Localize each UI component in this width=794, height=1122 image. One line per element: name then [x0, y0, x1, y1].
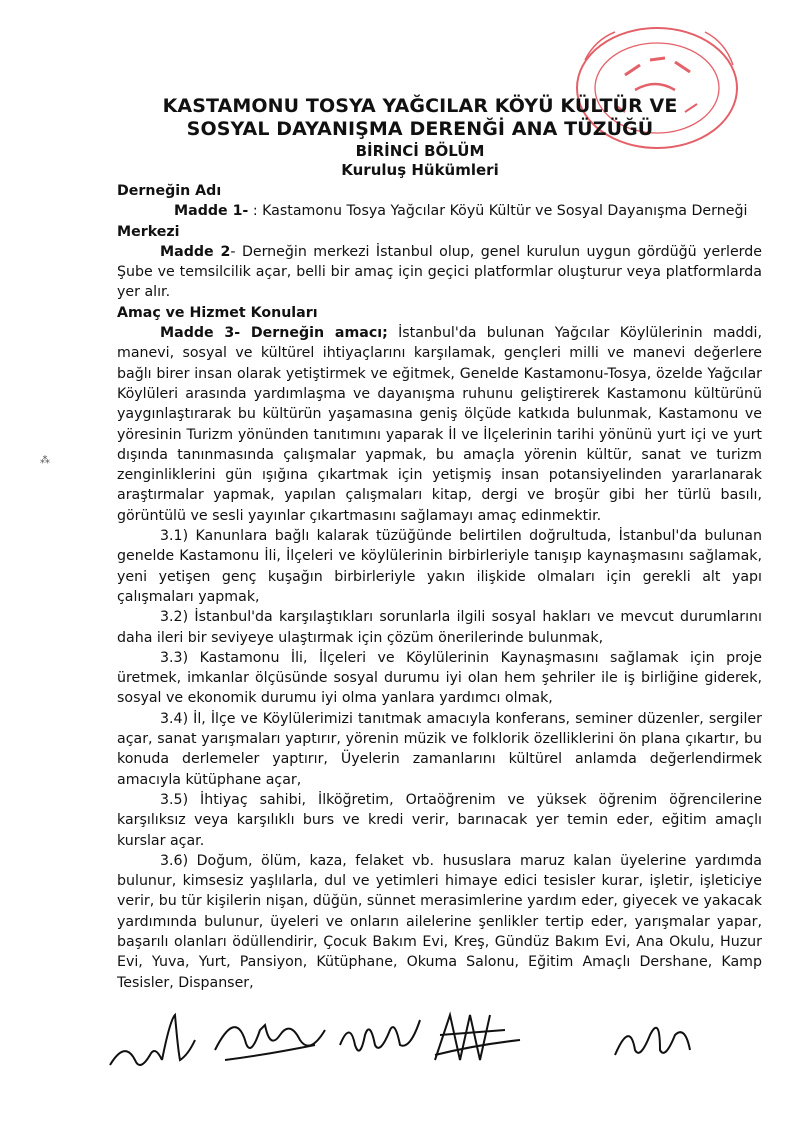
item-3-4: 3.4) İl, İlçe ve Köylülerimizi tanıtmak amacıyla konferans, seminer düzenler, sergiler açar, sanat yarışmaları yaptırır, yörenin müzik ve folklorik özelliklerini ön plana çıkartır, bu konuda derlemeler yaptırır, Üyelerin zamanlarını kültürel anlamda değerlendirmek amacıyla kütüphane açar,: [117, 710, 762, 788]
signature-1: [100, 1000, 200, 1090]
madde-1: [117, 201, 762, 221]
madde-2: [117, 242, 762, 303]
signature-2: [205, 1000, 335, 1090]
section-heading: BİRİNCİ BÖLÜM: [355, 142, 485, 160]
section-subtitle: Kuruluş Hükümleri: [341, 161, 499, 179]
madde-1-label: Madde 1-: [174, 203, 249, 220]
item-3-5: 3.5) İhtiyaç sahibi, İlköğretim, Ortaöğrenim ve yüksek öğrenim öğrencilerine karşılıksız veya karşılıklı burs ve kredi verir, barınacak yer temin eder, eğitim amaçlı kurslar açar.: [117, 791, 762, 849]
heading-dernegin-adi: Derneğin Adı: [117, 183, 222, 199]
signature-4: [425, 1000, 525, 1090]
madde-2-label: Madde 2: [160, 243, 231, 260]
madde-3: [117, 323, 762, 526]
item-3-3: 3.3) Kastamonu İli, İlçeleri ve Köylülerinin Kaynaşmasını sağlamak için proje üretmek, imkanlar ölçüsünde sosyal durumu iyi olan hem şehriler ile iş birliğine giderek, sosyal ve ekonomik durumu iyi olma yanlara yardımcı olmak,: [117, 649, 762, 707]
madde-3-text: İstanbul'da bulunan Yağcılar Köylülerinin maddi, manevi, sosyal ve kültürel ihtiyaçlarını karşılamak, gençleri milli ve manevi değerlere bağlı birer insan olarak yetiştirmek ve eğitmek, Genelde Kastamonu-Tosya, özelde Yağcılar Köylüleri arasında yardımlaşma ve dayanışma ruhunu geliştirerek Kastamonu kültürünü yaygınlaştırarak bu kültürün yaşamasına geniş ölçüde katkıda bulunmak, Kastamonu ve yöresinin Turizm yönünden tanıtımını yaparak İl ve İlçelerinin tarihi yönünü yurt içi ve yurt dışında tanınmasında çalışmalar yapmak, bu amaçla yörenin kültür, sanat ve turizm zenginliklerini gün ışığına çıkartmak için yetişmiş insan potansiyelinden yararlanarak araştırmalar yapmak, yapılan çalışmaları kitap, dergi ve broşür gibi her türlü basılı, görüntülü ve sesli yayınlar çıkartmasını sağlamayı amaç edinmektir.: [117, 325, 762, 524]
madde-2-text: - Derneğin merkezi İstanbul olup, genel kurulun uygun gördüğü yerlerde Şube ve temsilcilik açar, belli bir amaç için geçici platformlar oluşturur veya platformlarda yer alır.: [117, 243, 762, 301]
document-body: [117, 181, 762, 993]
heading-merkezi: Merkezi: [117, 223, 180, 240]
madde-3-label: Madde 3- Derneğin amacı;: [160, 325, 388, 342]
item-3-1: 3.1) Kanunlara bağlı kalarak tüzüğünde belirtilen doğrultuda, İstanbul'da bulunan genelde Kastamonu İli, İlçeleri ve köylülerinin birbirleriyle tanışıp kaynaşmasını sağlamak, yeni yetişen genç kuşağın birbirleriyle yakın ilişkide olmaları için gerekli alt yapı çalışmaları yapmak,: [117, 528, 762, 605]
heading-amac: Amaç ve Hizmet Konuları: [117, 304, 318, 321]
document-title-line2: SOSYAL DAYANIŞMA DERENĞİ ANA TÜZÜĞÜ: [186, 118, 654, 140]
document-title-line1: KASTAMONU TOSYA YAĞCILAR KÖYÜ KÜLTÜR VE: [162, 95, 678, 117]
item-3-6: 3.6) Doğum, ölüm, kaza, felaket vb. hususlara maruz kalan üyelerine yardımda bulunur, kimsesiz yaşlılarla, dul ve yetimleri himaye edici tesisler kurar, işletir, işleticiye verir, bu tür kişilerin nişan, düğün, sünnet merasimlerine yardım eder, giyecek ve yakacak yardımında bulunur, üyeleri ve onların ailelerine şenlikler tertip eder, yarışmalar yapar, başarılı olanları ödüllendirir, Çocuk Bakım Evi, Kreş, Gündüz Bakım Evi, Ana Okulu, Huzur Evi, Yuva, Yurt, Pansiyon, Kütüphane, Okuma Salonu, Eğitim Amaçlı Dershane, Kamp Tesisler, Dispanser,: [117, 852, 762, 991]
margin-mark: ⁂: [40, 455, 50, 466]
signature-5: [605, 1000, 695, 1090]
signature-3: [335, 1000, 425, 1090]
madde-1-text: : Kastamonu Tosya Yağcılar Köyü Kültür ve Sosyal Dayanışma Derneği: [248, 203, 748, 220]
item-3-2: 3.2) İstanbul'da karşılaştıkları sorunlarla ilgili sosyal hakları ve mevcut durumlarını daha ileri bir seviyeye ulaştırmak için çözüm önerilerinde bulunmak,: [117, 609, 762, 646]
